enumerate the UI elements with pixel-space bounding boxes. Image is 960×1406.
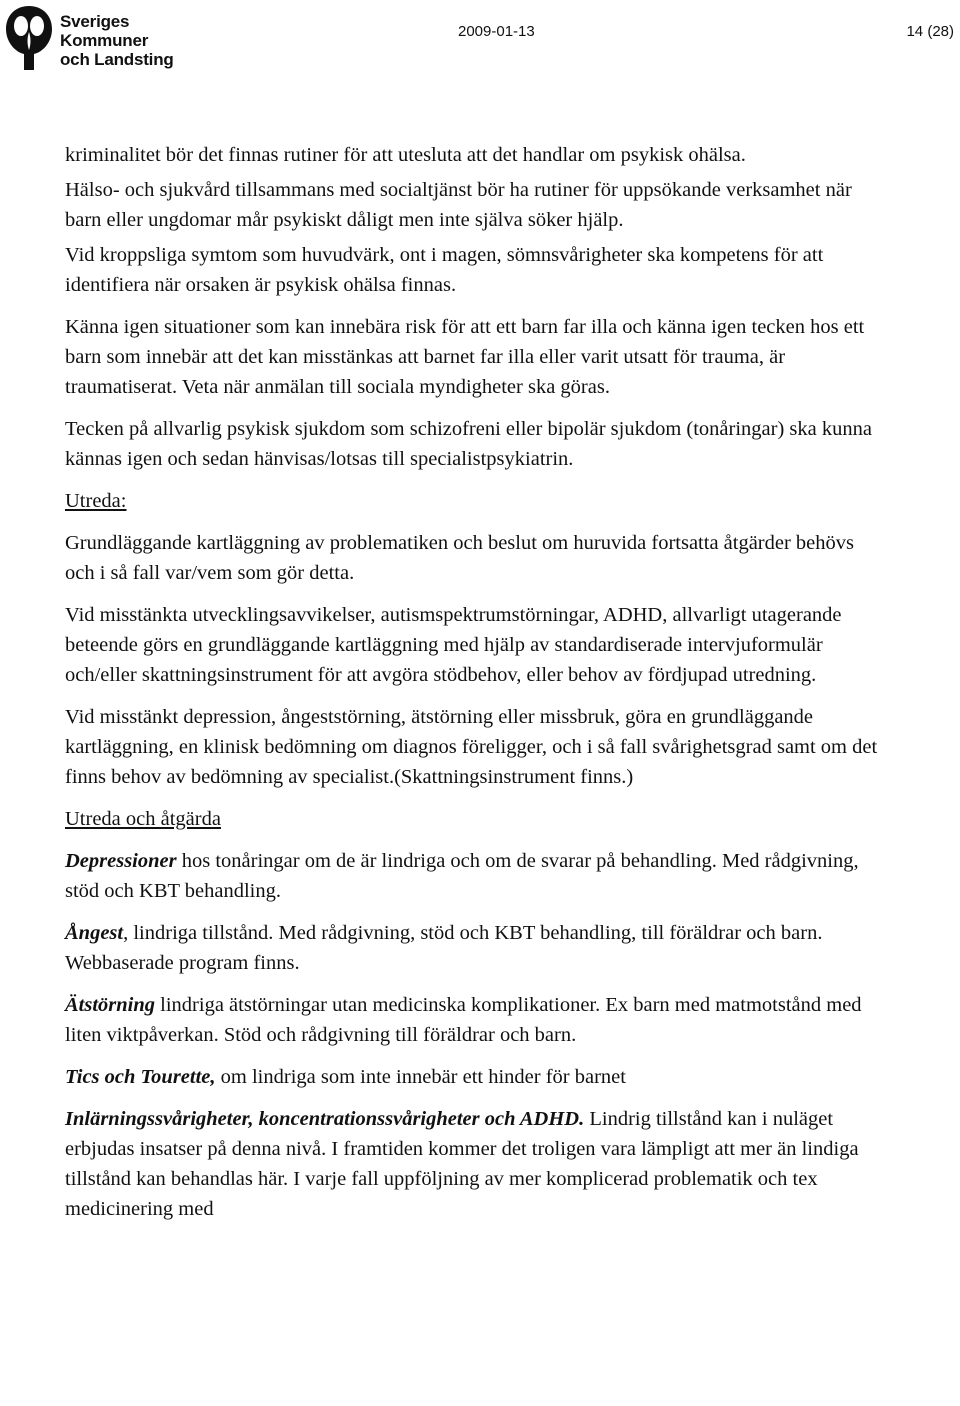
logo-line-3: och Landsting [60,50,174,69]
condition-term: Depressioner [65,850,177,872]
condition-text: hos tonåringar om de är lindriga och om de svarar på behandling. Med rådgivning, stöd och KBT behandling. [65,850,859,902]
condition-item-tics [65,1062,885,1092]
condition-term: Ångest [65,922,124,944]
condition-item-angest [65,918,885,978]
page-number: 14 (28) [906,23,954,40]
condition-text: , lindriga tillstånd. Med rådgivning, stöd och KBT behandling, till föräldrar och barn. Webbaserade program finns. [65,922,823,974]
condition-term: Inlärningssvårigheter, koncentrationssvårigheter och ADHD. [65,1108,585,1130]
condition-item-inlarning [65,1104,885,1224]
logo-line-2: Kommuner [60,31,149,50]
paragraph: Känna igen situationer som kan innebära risk för att ett barn far illa och känna igen tecken hos ett barn som innebär att det kan misstänkas att barnet far illa eller varit utsatt för trauma, är traumatiserat. Veta när anmälan till sociala myndigheter ska göras. [65,316,865,398]
paragraph: Tecken på allvarlig psykisk sjukdom som schizofreni eller bipolär sjukdom (tonåringar) ska kunna kännas igen och sedan hänvisas/lotsas till specialistpsykiatrin. [65,418,872,470]
condition-text: om lindriga som inte innebär ett hinder för barnet [215,1066,626,1088]
paragraph: Vid misstänkta utvecklingsavvikelser, autismspektrumstörningar, ADHD, allvarligt utagerande beteende görs en grundläggande kartläggning med hjälp av standardiserade intervjuformulär och/eller skattningsinstrument för att avgöra stödbehov, eller behov av fördjupad utredning. [65,604,842,686]
condition-text: Lindrig tillstånd kan i nuläget erbjudas insatser på denna nivå. I framtiden kommer det troligen vara lämpligt att mer än lindiga tillstånd kan behandlas här. I varje fall uppföljning av mer komplicerad problematik och tex medicinering med [65,1108,859,1220]
section-heading-utreda-och-atgarda [65,804,885,834]
paragraph: kriminalitet bör det finnas rutiner för att utesluta att det handlar om psykisk ohälsa. [65,144,746,166]
document-body [65,140,885,1236]
skl-logo-icon [2,2,56,74]
section-heading-utreda [65,486,885,516]
skl-logo [0,2,180,74]
paragraph: Grundläggande kartläggning av problematiken och beslut om huruvida fortsatta åtgärder behövs och i så fall var/vem som gör detta. [65,532,855,584]
paragraph: Vid kroppsliga symtom som huvudvärk, ont i magen, sömnsvårigheter ska kompetens för att identifiera när orsaken är psykisk ohälsa finnas. [65,244,824,296]
condition-term: Ätstörning [65,994,156,1016]
header-date: 2009-01-13 [458,23,535,40]
paragraph: Hälso- och sjukvård tillsammans med socialtjänst bör ha rutiner för uppsökande verksamhet när barn eller ungdomar mår psykiskt dåligt men inte själva söker hjälp. [65,179,852,231]
condition-item-atstorning [65,990,885,1050]
heading-text: Utreda och åtgärda [65,808,221,830]
condition-item-depressioner [65,846,885,906]
logo-line-1: Sveriges [60,12,130,31]
heading-text: Utreda: [65,490,127,512]
page-header [0,0,960,80]
condition-text: lindriga ätstörningar utan medicinska komplikationer. Ex barn med matmotstånd med liten viktpåverkan. Stöd och rådgivning till föräldrar och barn. [65,994,862,1046]
condition-term: Tics och Tourette, [65,1066,216,1088]
paragraph: Vid misstänkt depression, ångeststörning, ätstörning eller missbruk, göra en grundläggande kartläggning, en klinisk bedömning om diagnos föreligger, och i så fall svårighetsgrad samt om det finns behov av bedömning av specialist.(Skattningsinstrument finns.) [65,706,878,788]
